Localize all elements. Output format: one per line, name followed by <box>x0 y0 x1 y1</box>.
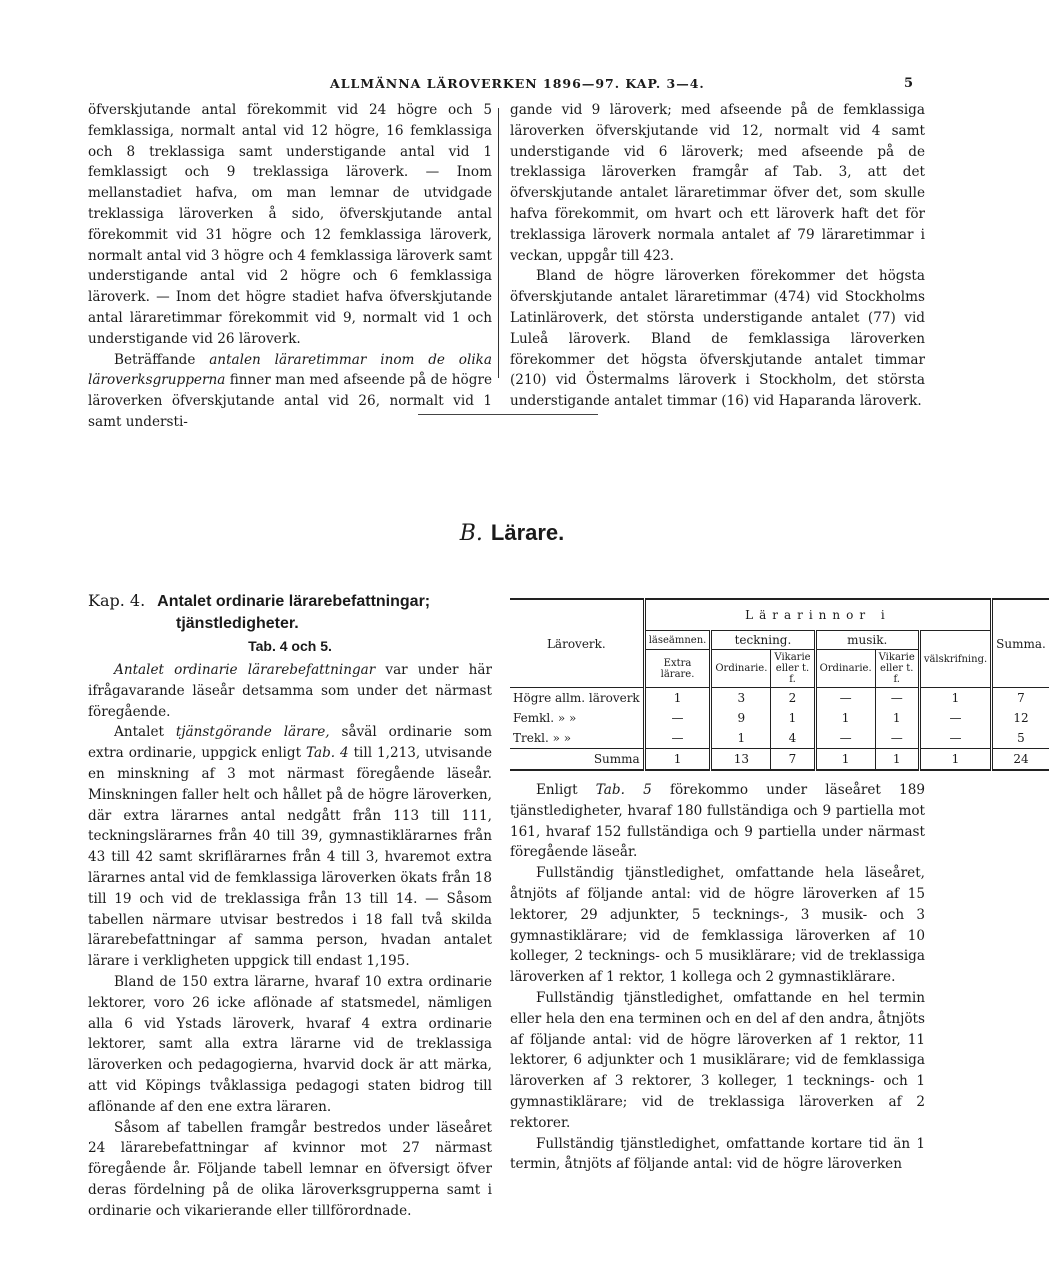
chapter-number: Kap. 4. <box>88 591 146 610</box>
cell: 7 <box>992 688 1049 709</box>
paragraph <box>510 780 925 863</box>
running-head: ALLMÄNNA LÄROVERKEN 1896—97. KAP. 3—4. <box>330 76 705 91</box>
chapter-title-line1: Antalet ordinarie lärarebefattningar; <box>157 593 431 610</box>
header-ordi-musik: Ordinarie. <box>815 650 875 688</box>
cell: 2 <box>771 688 815 709</box>
cell: — <box>919 728 991 749</box>
paragraph: Fullständig tjänstledighet, omfattande hela läseåret, åtnjöts af följande antal: vid de högre läroverken af 15 lektorer, 29 adjunkter, 5 tecknings-, 3 musik- och 3 gymnastiklärare; vid de femklassiga läroverken af 10 kolleger, 2 tecknings- och 5 musiklärare; vid de treklassiga läroverken af 1 rektor, 1 kollega och 2 gymnastiklärare. <box>510 865 925 986</box>
cell: 1 <box>815 708 875 728</box>
text-run: Antalet <box>114 724 176 741</box>
cell: 1 <box>875 708 919 728</box>
cell: 13 <box>711 749 771 771</box>
cell: 5 <box>992 728 1049 749</box>
paragraph: Fullständig tjänstledighet, omfattande kortare tid än 1 termin, åtnjöts af följande antal: vid de högre läroverken <box>510 1135 925 1173</box>
header-laroverk: Läroverk. <box>510 599 644 688</box>
bottom-right-column <box>510 780 925 1175</box>
text-run: Beträffande <box>114 351 210 368</box>
cell: — <box>875 688 919 709</box>
emphasis: Tab. 5 <box>595 782 652 798</box>
emphasis: Tab. 4 <box>305 745 349 762</box>
cell: — <box>919 708 991 728</box>
cell: 7 <box>771 749 815 771</box>
cell: 1 <box>815 749 875 771</box>
cell: 9 <box>711 708 771 728</box>
header-ordi-teckning: Ordinarie. <box>711 650 771 688</box>
section-heading <box>0 520 1024 546</box>
paragraph <box>88 350 492 433</box>
paragraph: gande vid 9 läroverk; med afseende på de femklassiga läroverken öfverskjutande vid 12, normalt vid 4 samt understigande vid 6 läroverk; med afseende på de treklassiga läroverken framgår af Tab. 3, att det öfverskjutande antalet läraretimmar öfver det, som skulle hafva förekommit, om hvart och ett läroverk haft det för treklassiga läroverk normala antalet af 79 läraretimmar i veckan, uppgår till 423. <box>510 102 925 264</box>
header-summa: Summa. <box>992 599 1049 688</box>
text-run: finner man med afseende på de högre läroverken öfverskjutande antal vid 26, normalt vid 1 samt understi- <box>88 372 492 430</box>
text-run: till 1,213, utvisande en minskning af 3 mot närmast föregående läseår. Minskningen faller helt och hållet på de högre läroverken, där extra lärarnes antal nedgått från 113 till 111, teckningslärarnes från 40 till 39, gymnastiklärarnes från 43 till 42 samt skriflärarnes från 4 till 3, hvaremot extra lärarnes antal vid de femklassiga läroverken ökats från 18 till 19 och vid de treklassiga från 13 till 14. — Såsom tabellen närmare utvisar bestredos i 18 fall två skilda lärarebefattningar af samma person, hvadan antalet lärare i verkligheten uppgick till endast 1,195. <box>88 745 492 970</box>
cell: 12 <box>992 708 1049 728</box>
cell: 3 <box>711 688 771 709</box>
text-run: var under här ifrågavarande läseår detsamma som under det närmast föregående. <box>88 662 493 720</box>
cell: — <box>875 728 919 749</box>
header-teckning: teckning. <box>711 631 815 650</box>
header-valskrif: välskrifning. <box>919 631 991 688</box>
row-label: Summa <box>510 749 644 771</box>
table-row <box>510 728 1049 749</box>
cell: 1 <box>771 708 815 728</box>
text-run: förekommo under läseåret 189 tjänstledigheter, hvaraf 180 fullständiga och 9 partiella mot 161, hvaraf 152 fullständiga och 9 partiella under närmast föregående läseår. <box>510 782 926 861</box>
cell: 1 <box>919 749 991 771</box>
table-reference: Tab. 4 och 5. <box>248 638 332 654</box>
header-lase: läseämnen. <box>644 631 711 650</box>
table-sum-row <box>510 749 1049 771</box>
paragraph: Såsom af tabellen framgår bestredos under läseåret 24 lärarebefattningar af kvinnor mot 27 närmast föregående år. Följande tabell lemnar en öfversigt öfver deras fördelning på de olika läroverksgrupperna samt i ordinarie och vikarierande eller tillförordnade. <box>88 1119 492 1219</box>
header-extra: Extra lärare. <box>644 650 711 688</box>
top-left-column <box>88 100 492 433</box>
row-label: Femkl. » » <box>513 711 577 725</box>
text-run: såväl ordinarie som extra ordinarie, uppgick enligt <box>88 724 492 762</box>
table-row <box>510 688 1049 709</box>
section-title: Lärare. <box>490 520 565 545</box>
cell: 4 <box>771 728 815 749</box>
emphasis: tjänstgörande lärare, <box>175 724 330 741</box>
teachers-table <box>510 598 1049 771</box>
chapter-title-line2: tjänstledigheter. <box>176 615 299 632</box>
header-vik-musik: Vikarie eller t. f. <box>875 650 919 688</box>
header-lararinnor: Lärarinnor i <box>644 599 991 631</box>
cell: 1 <box>644 688 711 709</box>
table-row <box>510 708 1049 728</box>
cell: — <box>644 728 711 749</box>
top-right-column <box>510 100 925 412</box>
emphasis: Antalet ordinarie lärarebefattningar <box>114 662 376 678</box>
text-run: Enligt <box>536 782 596 798</box>
row-label: Trekl. » » <box>513 731 572 745</box>
paragraph: Bland de 150 extra lärarne, hvaraf 10 extra ordinarie lektorer, voro 26 icke aflönade af statsmedel, nämligen alla 6 vid Ystads läroverk, hvaraf 4 extra ordinarie lektorer, samt alla extra lärarne vid de treklassiga läroverken och pedagogierna, hvarvid dock är att märka, att vid Köpings tvåklassiga pedagogi staten bidrog till aflönande af den ene extra läraren. <box>88 973 492 1115</box>
emphasis: antalen läraretimmar inom de olika läroverksgrupperna <box>88 351 493 389</box>
header-vik-teckning: Vikarie eller t. f. <box>771 650 815 688</box>
chapter-heading <box>88 590 492 635</box>
page-number: 5 <box>904 76 914 91</box>
cell: 24 <box>992 749 1049 771</box>
paragraph: Bland de högre läroverken förekommer det högsta öfverskjutande antalet läraretimmar (474) vid Stockholms Latinläroverk, det största understigande antalet (77) vid Luleå läroverk. Bland de femklassiga läroverken förekommer det högsta öfverskjutande antalet timmar (210) vid Östermalms läroverk i Stockholm, det största understigande antalet timmar (16) vid Haparanda läroverk. <box>510 268 925 410</box>
cell: — <box>644 708 711 728</box>
section-letter: B. <box>459 521 483 546</box>
cell: — <box>815 688 875 709</box>
paragraph <box>88 660 492 722</box>
paragraph: Fullständig tjänstledighet, omfattande en hel termin eller hela den ena terminen och en del af den andra, åtnjöts af följande antal: vid de högre läroverken af 1 rektor, 11 lektorer, 6 adjunkter och 1 musiklärare; vid de femklassiga läroverken af 3 rektorer, 3 kolleger, 1 tecknings- och 1 gymnastiklärare; vid de treklassiga läroverken af 2 rektorer. <box>510 989 925 1131</box>
section-divider <box>418 414 598 415</box>
cell: 1 <box>644 749 711 771</box>
header-musik: musik. <box>815 631 919 650</box>
cell: 1 <box>711 728 771 749</box>
column-rule <box>498 108 499 378</box>
paragraph <box>88 722 492 972</box>
cell: — <box>815 728 875 749</box>
row-label: Högre allm. läroverk <box>513 691 640 705</box>
paragraph: öfverskjutande antal förekommit vid 24 högre och 5 femklassiga, normalt antal vid 12 högre, 16 femklassiga och 8 treklassiga samt understigande antal vid 1 femklassigt och 9 treklassiga läroverk. — Inom mellanstadiet hafva, om man lemnar de utvidgade treklassiga läroverken å sido, öfverskjutande antal förekommit vid 31 högre och 12 femklassiga läroverk, normalt antal vid 3 högre och 4 femklassiga läroverk samt understigande antal vid 2 högre och 6 femklassiga läroverk. — Inom det högre stadiet hafva öfverskjutande antal läraretimmar förekommit vid 9, normalt vid 1 och understigande vid 26 läroverk. <box>88 102 492 347</box>
cell: 1 <box>875 749 919 771</box>
bottom-left-column <box>88 660 492 1222</box>
cell: 1 <box>919 688 991 709</box>
